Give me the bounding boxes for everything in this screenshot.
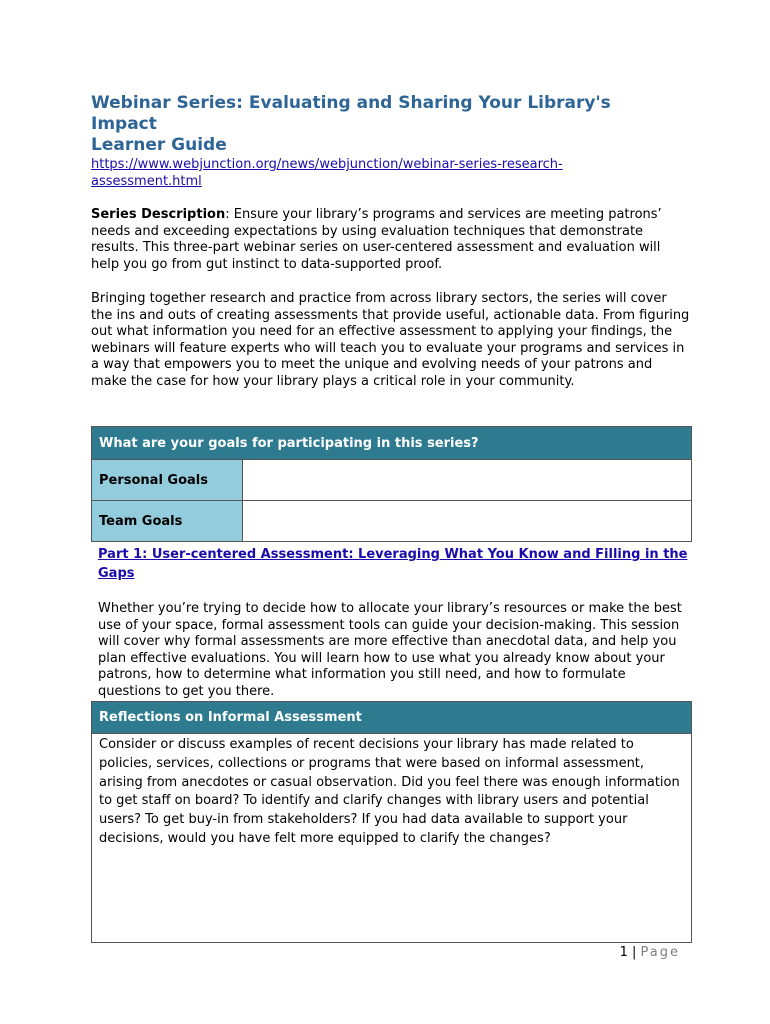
page-title xyxy=(91,93,691,156)
table-row xyxy=(92,501,692,542)
series-description-text: : Ensure your library’s programs and services are meeting patrons’ needs and exceeding expectations by using evaluation techniques that demonstrate results. This three-part webinar series on user-centered assessment and evaluation will help you go from gut instinct to data-supported proof. xyxy=(91,207,662,272)
page-footer xyxy=(560,944,680,962)
table-row xyxy=(92,460,692,501)
team-goals-label: Team Goals xyxy=(92,501,243,542)
page-word: Page xyxy=(640,945,680,960)
title-line-2: Impact xyxy=(91,114,157,134)
page-number: 1 xyxy=(619,945,628,960)
team-goals-field[interactable] xyxy=(243,501,692,542)
subtitle: Learner Guide xyxy=(91,135,227,155)
part1-session-link[interactable]: Part 1: User-centered Assessment: Leveraging What You Know and Filling in the Gaps xyxy=(98,547,688,581)
series-description-label: Series Description xyxy=(91,207,226,222)
reflections-header: Reflections on Informal Assessment xyxy=(92,702,692,734)
title-line-1: Webinar Series: Evaluating and Sharing Your Library's xyxy=(91,93,611,113)
series-description xyxy=(91,207,691,273)
goals-table-header: What are your goals for participating in this series? xyxy=(92,427,692,460)
part1-description: Whether you’re trying to decide how to allocate your library’s resources or make the best use of your space, formal assessment tools can guide your decision-making. This session will cover why formal assessments are more effective than anecdotal data, and help you plan effective evaluations. You will learn how to use what you already know about your patrons, how to determine what information you still need, and how to formulate questions to get you there. xyxy=(98,601,682,699)
goals-table xyxy=(91,426,692,542)
personal-goals-field[interactable] xyxy=(243,460,692,501)
series-paragraph-2: Bringing together research and practice from across library sectors, the series will cover the ins and outs of creating assessments that provide useful, actionable data. From figuring out what information you need for an effective assessment to applying your findings, the webinars will feature experts who will teach you to evaluate your programs and services in a way that empowers you to meet the unique and evolving needs of your patrons and make the case for how your library plays a critical role in your community. xyxy=(91,291,690,389)
webinar-url-link[interactable]: https://www.webjunction.org/news/webjunction/webinar-series-research-assessment.html xyxy=(91,157,563,189)
reflections-table xyxy=(91,701,692,943)
personal-goals-label: Personal Goals xyxy=(92,460,243,501)
reflections-prompt[interactable]: Consider or discuss examples of recent decisions your library has made related to policies, services, collections or programs that were based on informal assessment, arising from anecdotes or casual observation. Did you feel there was enough information to get staff on board? To identify and clarify changes with library users and potential users? To get buy-in from stakeholders? If you had data available to support your decisions, would you have felt more equipped to clarify the changes? xyxy=(92,734,692,943)
footer-separator: | xyxy=(631,945,637,960)
